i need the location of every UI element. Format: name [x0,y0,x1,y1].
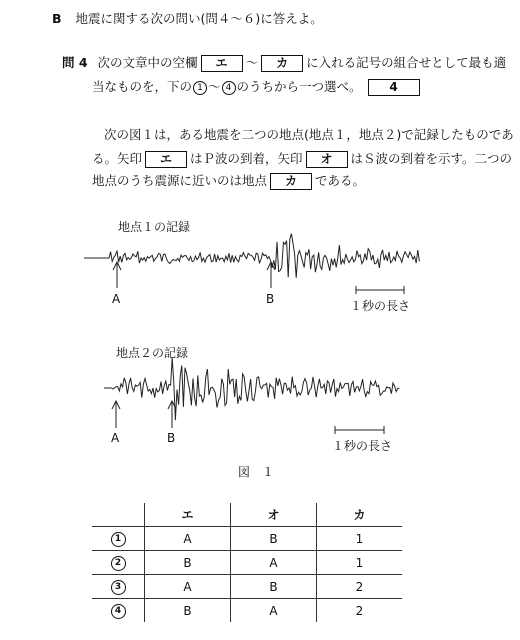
section-letter: B [52,11,62,26]
cell-e: A [145,575,231,599]
table-row [92,527,402,551]
passage-text-2b: はＰ波の到着，矢印 [190,151,303,166]
box-e: エ [145,151,187,168]
cell-o: A [231,551,317,575]
arrow-a-record-1 [113,262,121,288]
scale-label-2: １秒の長さ [332,439,393,453]
figure-caption: 図 １ [238,465,275,479]
scale-label-1: １秒の長さ [350,299,411,313]
record-1-title: 地点１の記録 [118,220,191,234]
range-from-circle: 1 [193,81,207,95]
passage-text-3a: 地点のうち震源に近いのは地点 [92,173,268,188]
header-blank [92,503,145,527]
scale-bar-2 [335,426,384,434]
passage-line-1: 次の図１は，ある地震を二つの地点(地点１，地点２)で記録したものであ [104,127,514,142]
blank-ka: カ [261,55,303,72]
table-row [92,551,402,575]
choice-number: 4 [111,604,126,619]
cell-o: B [231,575,317,599]
seismogram-trace-2 [104,358,399,420]
header-e: エ [145,503,231,527]
table-row [92,599,402,623]
header-ka: カ [317,503,403,527]
cell-o: A [231,599,317,623]
seismogram-trace-1 [84,234,419,278]
cell-e: A [145,527,231,551]
arrow-a-record-2 [112,401,120,428]
choice-number: 2 [111,556,126,571]
question-text-1b: に入れる記号の組合せとして最も適 [306,55,507,70]
box-ka: カ [270,173,312,190]
label-b-record-1: B [266,292,275,306]
label-a-record-1: A [112,292,121,306]
cell-ka: 1 [317,551,403,575]
section-text: 地震に関する次の問い(問４～６)に答えよ。 [75,11,323,26]
choice-number: 1 [111,532,126,547]
cell-ka: 2 [317,599,403,623]
answer-number-box: 4 [368,79,420,96]
passage-text-2c: はＳ波の到着を示す。二つの [350,151,513,166]
blank-e: エ [201,55,243,72]
scale-bar-1 [356,286,404,294]
question-label: 問 4 [62,55,88,70]
cell-o: B [231,527,317,551]
question-text-2a: 当なものを，下の [92,79,193,94]
passage-text-3b: である。 [315,173,366,188]
cell-ka: 2 [317,575,403,599]
choice-number: 3 [111,580,126,595]
answer-table [92,503,402,622]
record-2-title: 地点２の記録 [116,346,189,360]
passage-text-2a: る。矢印 [92,151,143,166]
label-b-record-2: B [167,431,176,445]
arrow-b-record-1 [267,262,275,288]
range-to-circle: 4 [222,81,236,95]
range-sep: ～ [208,79,221,94]
box-o: オ [306,151,348,168]
question-text-2b: のうちから一つ選べ。 [236,79,362,94]
question-text-1a: 次の文章中の空欄 [97,55,198,70]
cell-e: B [145,599,231,623]
tilde: ～ [245,55,259,70]
cell-e: B [145,551,231,575]
cell-ka: 1 [317,527,403,551]
table-row [92,575,402,599]
header-o: オ [231,503,317,527]
table-header-row [92,503,402,527]
label-a-record-2: A [111,431,120,445]
